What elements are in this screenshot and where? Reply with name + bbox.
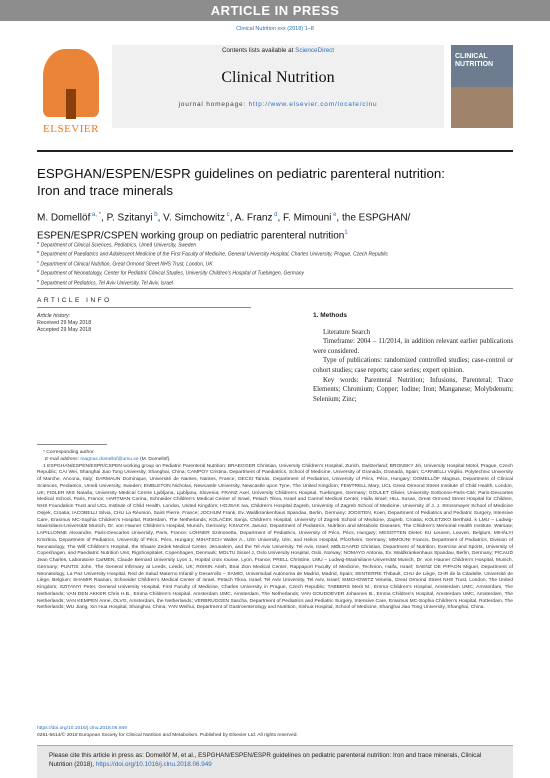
publisher-name: ELSEVIER — [43, 123, 99, 135]
title-line-1: ESPGHAN/ESPEN/ESPR guidelines on pediatric parenteral nutrition: — [37, 166, 445, 181]
methods-paragraph: Key words: Parenteral Nutrition; Infusions, Parenteral; Trace Elements; Chromium; Copper; Iodine; Iron; Manganese; Molybdenum; Selenium; Zinc; — [313, 376, 513, 403]
sciencedirect-link[interactable]: ScienceDirect — [295, 47, 334, 54]
affiliation-item: $^e$ Department of Pediatrics, Tel Aviv University, Tel Aviv, Israel — [37, 277, 173, 287]
cover-photo — [451, 87, 513, 128]
homepage-prefix: journal homepage: — [178, 101, 249, 108]
footnote-divider — [37, 444, 107, 445]
article-in-press-banner: ARTICLE IN PRESS — [0, 0, 550, 21]
footnote-marker[interactable]: 1 — [344, 229, 348, 236]
affiliation-marker[interactable]: b — [152, 212, 158, 218]
methods-heading: 1. Methods — [313, 312, 347, 319]
affiliation-item: $^b$ Department of Paediatrics and Adolescent Medicine of the First Faculty of Medicine, General University Hospital, Charles University, Prague, Czech Republic — [37, 249, 388, 259]
journal-cover-image[interactable] — [451, 45, 513, 128]
doi-link[interactable]: https://doi.org/10.1016/j.clnu.2018.06.949 — [37, 726, 128, 731]
working-group-note: 1 ESPGHAN/ESPEN/ESPR/CSPEN working group on Pediatric Parenteral Nutrition: BRAEGGER Christian, University Children's Hospital, Zurich, Switzerland; BRONSKY Jiri, University Hospital Motol, Prague, Czech Republic; CAI Wei, Shanghai Jiao Tong University, Shanghai, China; CAMPOY Cristina, Department of Paediatrics, School of Medicine, University of Granada, Granada, Spain; CARNIELLI Virgilio, Polytechnic University of Marche, Ancona, Italy; DARMAUN Dominique, Université de Nantes, Nantes, France; DECSI Tamás, Department of Pediatrics, University of Pécs, Pécs, Hungary; DOMELLÖF Magnus, Department of Clinical Sciences, Pediatrics, Umeå University, Sweden; EMBLETON Nicholas, Newcastle University, Newcastle upon Tyne, The United Kingdom; FEWTRELL Mary, UCL Great Ormond Street Institute of Child Health, London, UK; FIDLER MIS Nataša, University Medical Centre Ljubljana, Ljubljana, Slovenia; FRANZ Axel, University Children's Hospital, Tuebingen, Germany; GOULET Olivier, University Sorbonne-Paris-Cité; Paris-Descartes Medical School, Paris, France; HARTMAN Corina, Schneider Children's Medical Center of Israel, Petach Tikva, Israel and Carmel Medical Center, Haifa Israel; HILL Susan, Great Ormond Street Hospital for Children, NHS Foundation Trust and UCL Institute of Child Health, London, United Kingdom; HOJSAK Iva, Children's Hospital Zagreb, University of Zagreb School of Medicine, University of J. J. Strossmayer School of Medicine Osijek, Croatia; IACOBELLI Silvia, CHU La Réunion, Saint Pierre, France; JOCHUM Frank, Ev. Waldkrankenhaus Spandau, Berlin, Germany; JOOSTEN, Koen, Department of Pediatrics and Pediatric Surgery, Intensive Care, Erasmus MC-Sophia Children's Hospital, Rotterdam, The Netherlands; KOLAČEK Sanja, Children's Hospital, University of Zagreb School of Medicine, Zagreb, Croatia; KOLETZKO Berthold, k LMU – Ludwig-Maximilians-Universität Munich, Dr. von Hauner Children's Hospital, Munich, Germany; KSIAZYK Janusz, Department of Pediatrics, Nutrition and Metabolic Diseases, The Children's Memorial Health Institute. Warsaw; LAPILLONNE Alexandre, Paris-Descartes University, Paris, France; LOHNER Szimonetta, Department of Pediatrics, University of Pécs, Pécs, Hungary; MESOTTEN Dieter, KU Leuven, Leuven, Belgium; MIHÁLYI Krisztina, Department of Pediatrics, University of Pécs, Pécs, Hungary; MIHATSCH Walter A., Ulm University, Ulm, and Helios Hospital, Pforzheim, Germany; MIMOUNI Francis, Department of Pediatrics, Division of Neonatology, The Wilf Children's Hospital, the Shaare Zedek Medical Center, Jerusalem, and the Tel Aviv University, Tel Aviv, Israel; MØLGAARD Christian, Department of Nutrition, Exercise and Sports, University of Copenhagen, and Paediatric Nutrition Unit, Rigshospitalet, Copenhagen, Denmark; MOLTU Sissel J, Oslo University Hospital, Oslo, Norway; NOMAYO Antonia, Ev. Waldkrankenhaus Spandau, Berlin, Germany; PICAUD Jean Charles, Laboratoire CarMEN, Claude Bernard University Lyon 1, Hopital croix rousse, Lyon, France; PRELL Christine, LMU – Ludwig-Maximilians-Universität Munich, Dr. von Hauner Children's Hospital, Munich, Germany; PUNTIS John, The General Infirmary at Leeds, Leeds, UK; RISKIN Arieh, Bnai Zion Medical Center, Rappaport Faculty of Medicine, Technion, Haifa, Israel; SAENZ DE PIPAON Miguel, Department of Neonatology, La Paz University Hospital, Red de Salud Materno Infantil y Desarrollo – SAMID, Universidad Autónoma de Madrid, Madrid, Spain; SENTERRE Thibault, CHU de Liège, CHR de la Citadelle, Université de Liège, Belgium; SHAMIR Raanan, Schneider Children's Medical Center of Israel, Petach Tikva, Israel; Tel Aviv University, Tel Aviv, Israel; SIMCHOWITZ Venetia, Great Ormond Street NHS Trust, London, The United Kingdom; SZITANYI Peter, General University Hospital, First Faculty of Medicine, Charles University in Prague, Czech Republic; TABBERS Merit M., Emma Children's Hospital, Amsterdam UMC, Amsterdam, The Netherlands; VAN DEN AKKER Chris H.B., Emma Children's Hospital, Amsterdam UMC, Amsterdam, The Netherlands; VAN GOUDOEVER Johannes B., Emma Children's Hospital, Amsterdam UMC, Amsterdam, The Netherlands; VAN KEMPEN Anne, OLVG, Amsterdam, the Netherlands; VERBRUGGEN Sascha, Department of Pediatrics and Pediatric Surgery, Intensive Care, Erasmus MC-Sophia Children's Hospital, Rotterdam, The Netherlands; WU Jiang, Xin Hua Hospital, Shanghai, China; YAN Weihui, Department of Gastroenterology and Nutrition, Xinhua Hospital, School of Medicine, Shanghai Jiao Tong University, Shanghai, China. — [37, 463, 513, 611]
corresponding-author-note: * Corresponding author. — [43, 450, 95, 455]
title-line-2: Iron and trace minerals — [37, 182, 173, 198]
journal-homepage — [112, 101, 444, 108]
doi-block — [37, 726, 513, 739]
cite-this-article-box — [37, 745, 513, 778]
methods-section — [313, 311, 513, 404]
article-title — [37, 166, 513, 199]
affiliation-item: $^a$ Department of Clinical Sciences, Pediatrics, Umeå University, Sweden — [37, 240, 197, 249]
email-link[interactable]: magnus.domellof@umu.se — [80, 456, 139, 462]
footnotes — [37, 450, 513, 612]
affiliation-marker[interactable]: d — [272, 212, 278, 218]
received-date: Received 29 May 2018 — [37, 320, 92, 326]
cover-title-2: NUTRITION — [455, 61, 494, 68]
elsevier-trunk-icon — [66, 89, 76, 119]
copyright-line: 0261-5614/© 2018 European Society for Clinical Nutrition and Metabolism. Published by Elsevier Ltd. All rights reserved. — [37, 732, 298, 738]
author-name[interactable]: , P. Szitanyi — [101, 212, 153, 224]
cover-title-1: CLINICAL — [455, 53, 488, 60]
email-line — [37, 457, 513, 464]
contents-prefix: Contents lists available at — [221, 47, 296, 54]
affiliation-item: $^d$ Department of Neonatology, Center for Pediatric Clinical Studies, University Children's Hospital of Tuebingen, Germany — [37, 268, 305, 278]
author-name[interactable]: , V. Simchowitz — [157, 212, 226, 224]
cite-doi-link[interactable]: https://doi.org/10.1016/j.clnu.2018.06.949 — [95, 760, 212, 768]
affiliation-marker[interactable]: e — [331, 212, 337, 218]
cover-title — [455, 53, 493, 69]
email-label: E-mail address: — [45, 456, 81, 462]
author-group-line: ESPEN/ESPR/CSPEN working group on pediatric parenteral nutrition — [37, 230, 345, 242]
article-info-heading: ARTICLE INFO — [37, 297, 112, 304]
affiliation-item: $^c$ Department of Clinical Nutrition, Great Ormond Street NHS Trust, London, UK — [37, 258, 213, 268]
author-name[interactable]: , A. Franz — [229, 212, 273, 224]
methods-paragraph: Timeframe: 2004 – 11/2014, in addition relevant earlier publications were considered. — [313, 338, 513, 355]
article-info-divider — [37, 307, 251, 308]
cite-body: Please cite this article in press as: Domellöf M, et al., ESPGHAN/ESPEN/ESPR guidelines on pediatric parenteral nutrition: Iron and trace minerals, Clinical Nutrition (2018), — [49, 752, 482, 768]
cite-text — [49, 752, 503, 769]
author-name[interactable]: , F. Mimouni — [277, 212, 332, 224]
journal-citation-link[interactable]: Clinical Nutrition xxx (2018) 1–8 — [236, 26, 314, 32]
journal-header — [37, 41, 513, 148]
affiliation-marker[interactable]: a, * — [90, 212, 102, 218]
contents-available-line — [112, 47, 444, 54]
section-divider — [37, 288, 513, 289]
history-label: Article history: — [37, 313, 71, 319]
affiliation-marker[interactable]: c — [225, 212, 230, 218]
email-suffix: (M. Domellöf). — [138, 456, 171, 462]
accepted-date: Accepted 29 May 2018 — [37, 327, 92, 333]
header-divider — [37, 150, 513, 152]
affiliations — [37, 240, 513, 287]
article-history — [37, 313, 91, 334]
methods-paragraph: Literature Search — [323, 328, 370, 336]
author-group: , the ESPGHAN/ — [336, 212, 411, 224]
elsevier-logo[interactable] — [37, 49, 105, 135]
author-list — [37, 208, 513, 244]
journal-name: Clinical Nutrition — [221, 69, 335, 86]
author-name[interactable]: M. Domellöf — [37, 212, 91, 224]
homepage-link[interactable]: http://www.elsevier.com/locate/clnu — [248, 101, 378, 108]
methods-paragraph: Type of publications: randomized controlled studies; case-control or cohort studies; case reports; case series; expert opinion. — [313, 357, 513, 374]
